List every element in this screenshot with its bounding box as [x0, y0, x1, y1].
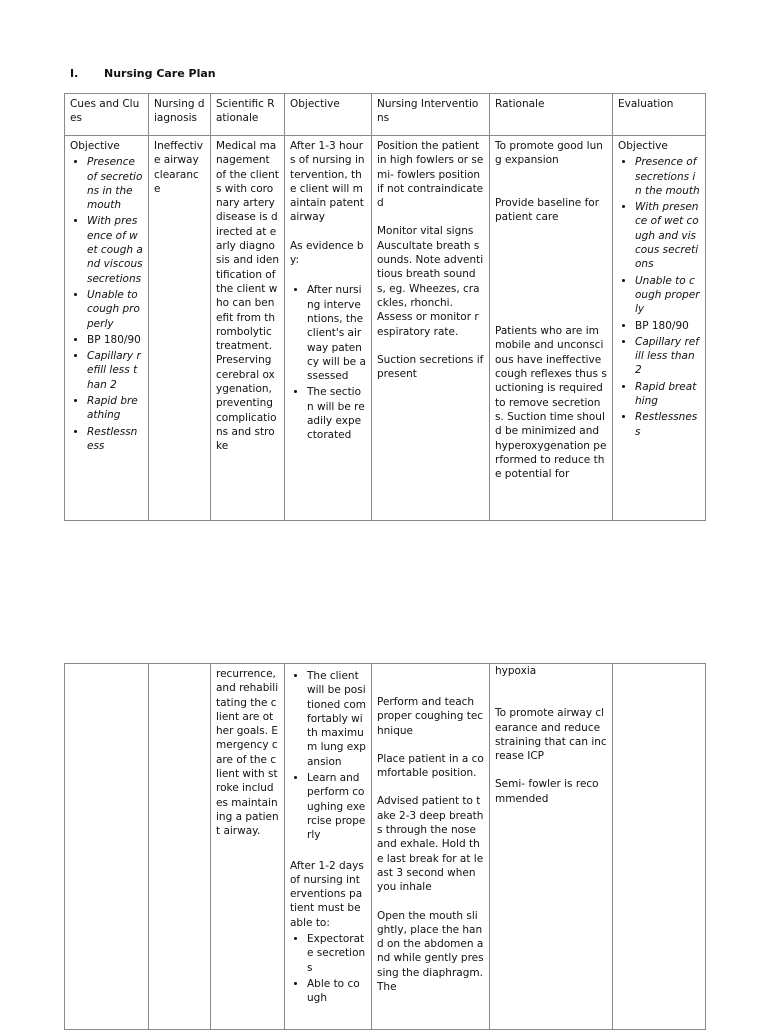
list-item: • Restlessness — [635, 410, 700, 439]
rationale-item: hypoxia — [495, 665, 537, 677]
intervention-item: Auscultate breath sounds. Note adventitious breath sounds, eg. Wheezes, crackles, rhonchi. — [377, 239, 484, 309]
header-row — [65, 94, 706, 136]
care-plan-table-page-2 — [64, 663, 706, 1030]
list-item: • Able to cough — [307, 977, 366, 1006]
header-interventions: Nursing Interventions — [372, 94, 490, 136]
header-cues: Cues and Clues — [65, 94, 149, 136]
list-item: • Restlessness — [87, 425, 143, 454]
scientific-rationale-cell: Medical management of the clients with coronary artery disease is directed at early diagnosis and identification of the client who can benefit from thrombolytic treatment. Preserving cerebral oxygenation, preventing complications and stroke — [211, 136, 285, 521]
list-item: • With presence of wet cough and viscous secretions — [87, 214, 143, 285]
evaluation-heading: Objective — [618, 140, 668, 152]
intervention-item: Assess or monitor respiratory rate. — [377, 311, 479, 338]
list-item: • Presence of secretions in the mouth — [87, 155, 143, 212]
list-item: • Presence of secretions in the mouth — [635, 155, 700, 198]
care-plan-table-page-1 — [64, 93, 706, 521]
list-item: • After nursing interventions, the client's airway patency will be assessed — [307, 283, 366, 383]
cues-heading: Objective — [70, 140, 120, 152]
rationale-cell — [490, 136, 613, 521]
list-item: • Unable to cough properly — [635, 274, 700, 317]
objective-cell — [285, 664, 372, 1030]
list-item: • The section will be readily expectorated — [307, 385, 366, 442]
header-evaluation: Evaluation — [613, 94, 706, 136]
list-item: • Rapid breathing — [87, 394, 143, 423]
rationale-item: Semi- fowler is recommended — [495, 778, 599, 805]
list-item: • BP 180/90 — [635, 319, 700, 333]
list-item: • Learn and perform coughing exercise properly — [307, 771, 366, 842]
rationale-item: To promote airway clearance and reduce straining that can increase ICP — [495, 707, 607, 763]
interventions-cell — [372, 136, 490, 521]
list-item: • BP 180/90 — [87, 333, 143, 347]
objective-evidence: As evidence by: — [290, 239, 364, 267]
scientific-rationale-cell: recurrence, and rehabilitating the client are other goals. Emergency care of the client with stroke includes maintaining a patient airway. — [211, 664, 285, 1030]
objective-list — [290, 283, 366, 442]
list-item: • The client will be positioned comfortably with maximum lung expansion — [307, 669, 366, 769]
table-row — [65, 136, 706, 521]
evaluation-list — [618, 155, 700, 439]
list-item: • Capillary refill less than 2 — [635, 335, 700, 378]
section-title: Nursing Care Plan — [104, 67, 216, 80]
rationale-item: Provide baseline for patient care — [495, 196, 600, 223]
cues-cell — [65, 664, 149, 1030]
list-item: • Capillary refill less than 2 — [87, 349, 143, 392]
cues-cell — [65, 136, 149, 521]
intervention-item: Position the patient in high fowlers or semi- fowlers position if not contraindicated — [377, 140, 484, 210]
rationale-item: To promote good lung expansion — [495, 140, 603, 167]
intervention-item: Perform and teach proper coughing technique — [377, 696, 484, 737]
objective-list — [290, 932, 366, 1005]
list-item: • Unable to cough properly — [87, 288, 143, 331]
diagnosis-cell — [149, 664, 211, 1030]
intervention-item: Advised patient to take 2-3 deep breaths through the nose and exhale. Hold the last break for at least 3 second when you inhale — [377, 795, 484, 894]
evaluation-cell — [613, 136, 706, 521]
list-item: • With presence of wet cough and viscous secretions — [635, 200, 700, 271]
list-item: • Expectorate secretions — [307, 932, 366, 975]
rationale-cell — [490, 664, 613, 1030]
page-title — [70, 67, 216, 80]
objective-mid: After 1-2 days of nursing interventions patient must be able to: — [290, 859, 364, 929]
evaluation-cell — [613, 664, 706, 1030]
table-row — [65, 664, 706, 1030]
list-item: • Rapid breathing — [635, 380, 700, 409]
header-scientific: Scientific Rationale — [211, 94, 285, 136]
rationale-item: Patients who are immobile and unconscious have ineffective cough reflexes thus suctioning is required to remove secretions. Suction time should be minimized and hyperoxygenation performed to reduce the potential for — [495, 325, 607, 481]
cues-list — [70, 155, 143, 453]
objective-intro: After 1-3 hours of nursing intervention, the client will maintain patent airway — [290, 140, 365, 224]
objective-cell — [285, 136, 372, 521]
intervention-item: Suction secretions if present — [377, 353, 484, 381]
section-number: I. — [70, 67, 79, 80]
header-objective: Objective — [285, 94, 372, 136]
intervention-item: Place patient in a comfortable position. — [377, 752, 484, 780]
header-diagnosis: Nursing diagnosis — [149, 94, 211, 136]
intervention-item: Open the mouth slightly, place the hand on the abdomen and while gently pressing the diaphragm. The — [377, 909, 484, 994]
objective-list — [290, 669, 366, 843]
diagnosis-cell: Ineffective airway clearance — [149, 136, 211, 521]
intervention-item: Monitor vital signs — [377, 225, 474, 238]
interventions-cell — [372, 664, 490, 1030]
header-rationale: Rationale — [490, 94, 613, 136]
